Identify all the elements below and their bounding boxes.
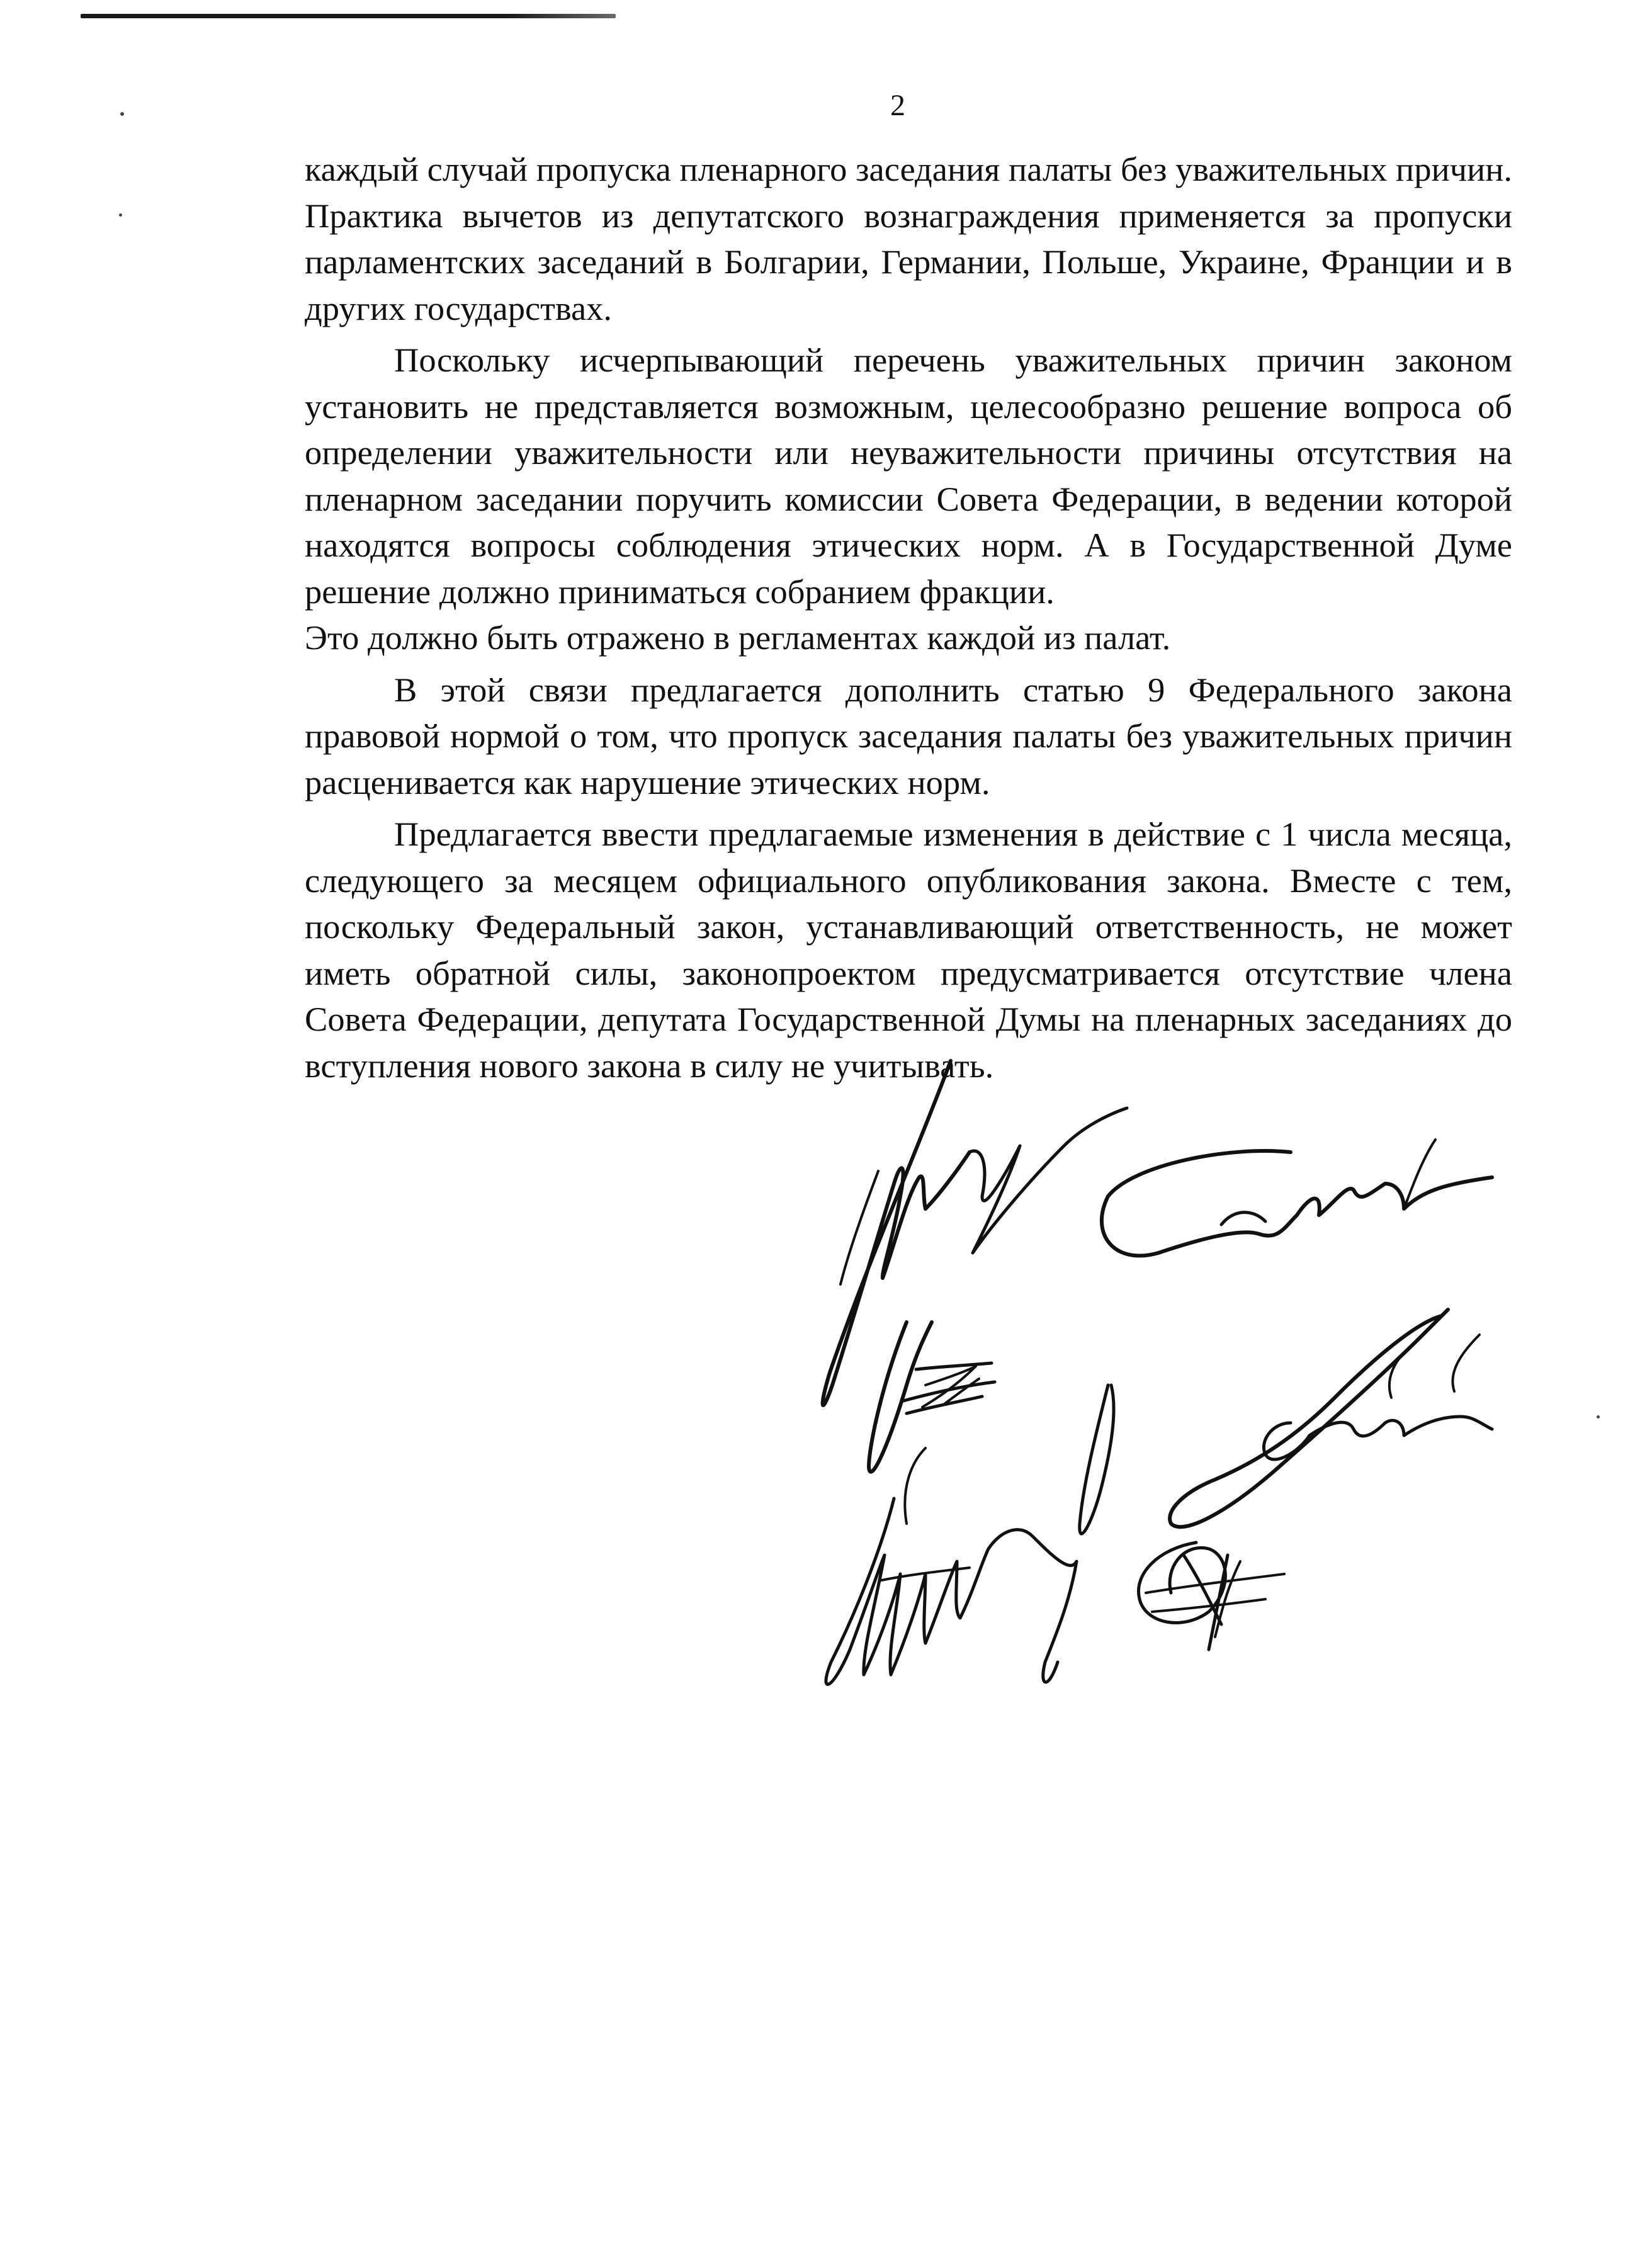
paragraph: каждый случай пропуска пленарного заседания палаты без уважительных причин. Практика вычетов из депутатского вознаграждения применяется за пропуски парламентских заседаний в Болгарии, Германии, Польше, Украине, Франции и в других государствах. (305, 150, 1512, 327)
paragraph: Это должно быть отражено в регламентах каждой из палат. (305, 618, 1171, 657)
paragraph: В этой связи предлагается дополнить статью 9 Федерального закона правовой нормой о том, что пропуск заседания палаты без уважительных причин расценивается как нарушение этических норм. (305, 670, 1512, 801)
signature-mark (823, 1061, 1127, 1405)
signature-mark (1138, 1542, 1284, 1650)
document-body (305, 146, 1512, 1094)
paragraph: Предлагается ввести предлагаемые изменения в действие с 1 числа месяца, следующего за месяцем официального опубликования закона. Вместе с тем, поскольку Федеральный закон, устанавливающий ответственность, не может иметь обратной силы, законопроектом предусматривается отсутствие члена Совета Федерации, депутата Государственной Думы на пленарных заседаниях до вступления нового закона в силу не учитывать. (305, 815, 1512, 1085)
signature-mark (869, 1322, 995, 1472)
paragraph: Поскольку исчерпывающий перечень уважительных причин законом установить не представляется возможным, целесообразно решение вопроса об определении уважительности или неуважительности причины отсутствия на пленарном заседании поручить комиссии Совета Федерации, в ведении которой находятся вопросы соблюдения этических норм. А в Государственной Думе решение должно приниматься собранием фракции. (305, 341, 1512, 611)
signature-mark (1170, 1310, 1492, 1527)
signature-mark (1102, 1140, 1492, 1255)
scan-speck (120, 112, 124, 116)
scan-speck (1597, 1415, 1600, 1418)
scan-edge-line (81, 14, 616, 18)
page-number: 2 (890, 89, 905, 122)
scan-speck (119, 213, 122, 217)
signature-mark (826, 1385, 1114, 1684)
